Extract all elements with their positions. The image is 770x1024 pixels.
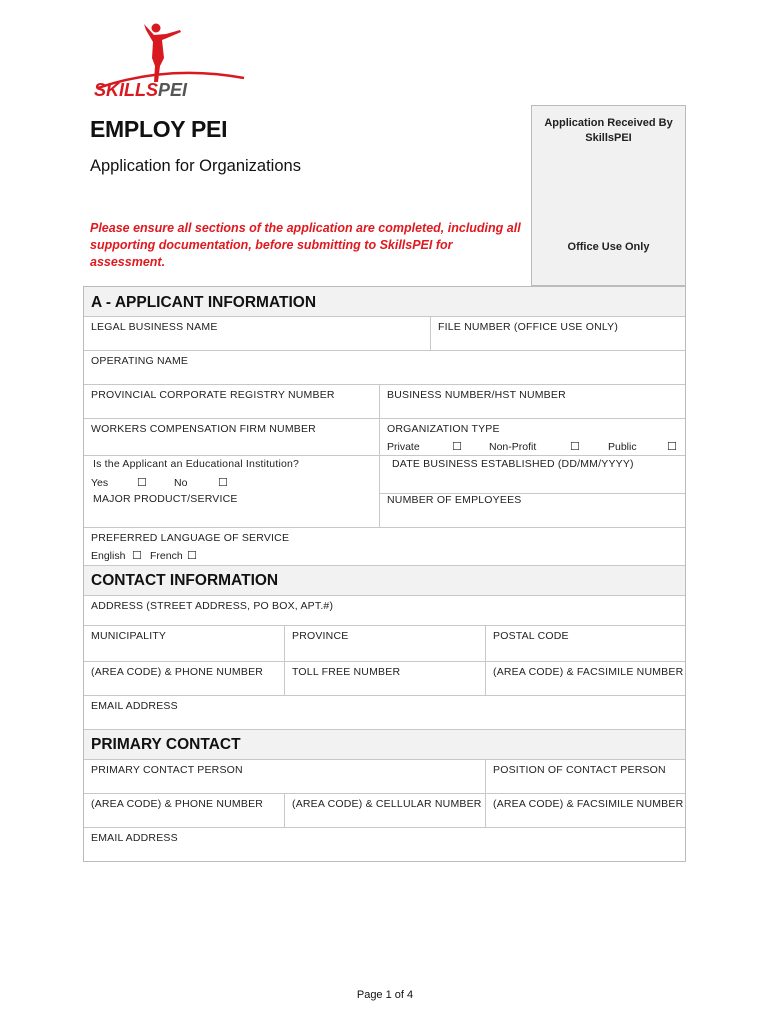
- legal-business-name-label: LEGAL BUSINESS NAME: [91, 321, 218, 333]
- lang-english-label: English: [91, 550, 126, 562]
- workers-comp-field[interactable]: [84, 419, 379, 455]
- business-number-field[interactable]: [379, 385, 685, 418]
- page-title: EMPLOY PEI: [90, 116, 228, 142]
- row-educational: [84, 455, 685, 493]
- primary-phone-field[interactable]: [84, 794, 284, 827]
- row-registry: [84, 384, 685, 418]
- edu-no-checkbox[interactable]: ☐: [218, 476, 228, 489]
- organization-type-label: ORGANIZATION TYPE: [387, 423, 500, 435]
- org-private-label: Private: [387, 441, 420, 453]
- cellular-label: (AREA CODE) & CELLULAR NUMBER: [292, 798, 482, 810]
- row-major-product: [84, 493, 685, 527]
- row-primary-person: [84, 759, 685, 793]
- municipality-label: MUNICIPALITY: [91, 630, 167, 642]
- page-subtitle: Application for Organizations: [90, 157, 301, 175]
- organization-type-field: [379, 419, 685, 455]
- row-contact-phones: [84, 661, 685, 695]
- province-label: PROVINCE: [292, 630, 349, 642]
- lang-english-checkbox[interactable]: ☐: [132, 549, 142, 562]
- contact-fax-field[interactable]: [485, 662, 685, 695]
- file-number-field[interactable]: [430, 317, 685, 350]
- row-legal-name: [84, 316, 685, 350]
- lang-french-label: French: [150, 550, 183, 562]
- legal-business-name-field[interactable]: [84, 317, 430, 350]
- office-use-box: [531, 105, 686, 286]
- postal-code-label: POSTAL CODE: [493, 630, 569, 642]
- lang-french-checkbox[interactable]: ☐: [187, 549, 197, 562]
- row-language: [84, 527, 685, 565]
- primary-phone-label: (AREA CODE) & PHONE NUMBER: [91, 798, 264, 810]
- municipality-field[interactable]: [84, 626, 284, 661]
- org-public-label: Public: [608, 441, 637, 453]
- num-employees-label: NUMBER OF EMPLOYEES: [387, 494, 522, 506]
- business-number-label: BUSINESS NUMBER/HST NUMBER: [387, 389, 566, 401]
- edu-yes-label: Yes: [91, 477, 109, 489]
- row-primary-email: [84, 827, 685, 861]
- logo-wordmark: SKILLSPEI: [94, 80, 188, 100]
- num-employees-field[interactable]: [379, 493, 685, 527]
- file-number-label: FILE NUMBER (OFFICE USE ONLY): [438, 321, 619, 333]
- section-applicant-heading: A - APPLICANT INFORMATION: [84, 287, 685, 316]
- row-workers-comp: [84, 418, 685, 455]
- contact-fax-label: (AREA CODE) & FACSIMILE NUMBER: [493, 666, 684, 678]
- edu-no-label: No: [174, 477, 188, 489]
- position-label: POSITION OF CONTACT PERSON: [493, 764, 666, 776]
- major-product-field[interactable]: [84, 493, 379, 527]
- position-field[interactable]: [485, 760, 685, 793]
- completion-notice: Please ensure all sections of the application are completed, including all supporting documentation, before submitting to SkillsPEI for assessment.: [90, 221, 521, 269]
- major-product-label: MAJOR PRODUCT/SERVICE: [93, 493, 238, 505]
- educational-field: [84, 456, 379, 493]
- office-use-label: Office Use Only: [567, 241, 650, 253]
- educational-question: Is the Applicant an Educational Institution?: [93, 458, 300, 470]
- primary-person-field[interactable]: [84, 760, 485, 793]
- primary-person-label: PRIMARY CONTACT PERSON: [91, 764, 243, 776]
- date-established-field[interactable]: [379, 456, 685, 493]
- contact-phone-label: (AREA CODE) & PHONE NUMBER: [91, 666, 264, 678]
- org-private-checkbox[interactable]: ☐: [452, 440, 462, 453]
- address-field[interactable]: [84, 596, 685, 625]
- province-field[interactable]: [284, 626, 485, 661]
- org-public-checkbox[interactable]: ☐: [667, 440, 677, 453]
- application-form: [83, 286, 686, 862]
- org-nonprofit-checkbox[interactable]: ☐: [570, 440, 580, 453]
- workers-comp-label: WORKERS COMPENSATION FIRM NUMBER: [91, 423, 316, 435]
- registry-number-label: PROVINCIAL CORPORATE REGISTRY NUMBER: [91, 389, 335, 401]
- section-primary-heading: PRIMARY CONTACT: [84, 729, 685, 759]
- row-contact-email: [84, 695, 685, 729]
- postal-code-field[interactable]: [485, 626, 685, 661]
- row-operating-name: [84, 350, 685, 384]
- contact-email-label: EMAIL ADDRESS: [91, 700, 178, 712]
- preferred-language-label: PREFERRED LANGUAGE OF SERVICE: [91, 532, 290, 544]
- skillspei-logo: [88, 18, 250, 100]
- preferred-language-field: [84, 528, 685, 565]
- section-contact-heading: CONTACT INFORMATION: [84, 565, 685, 595]
- page-number: Page 1 of 4: [356, 989, 414, 1001]
- edu-yes-checkbox[interactable]: ☐: [137, 476, 147, 489]
- logo-figure-icon: [88, 18, 250, 100]
- row-address: [84, 595, 685, 625]
- date-established-label: DATE BUSINESS ESTABLISHED (DD/MM/YYYY): [392, 458, 634, 470]
- registry-number-field[interactable]: [84, 385, 379, 418]
- address-label: ADDRESS (STREET ADDRESS, PO BOX, APT.#): [91, 600, 334, 612]
- operating-name-label: OPERATING NAME: [91, 355, 189, 367]
- primary-email-field[interactable]: [84, 828, 685, 861]
- toll-free-label: TOLL FREE NUMBER: [292, 666, 401, 678]
- toll-free-field[interactable]: [284, 662, 485, 695]
- cellular-field[interactable]: [284, 794, 485, 827]
- operating-name-field[interactable]: [84, 351, 685, 384]
- row-municipality: [84, 625, 685, 661]
- primary-fax-field[interactable]: [485, 794, 685, 827]
- contact-phone-field[interactable]: [84, 662, 284, 695]
- row-primary-phones: [84, 793, 685, 827]
- primary-email-label: EMAIL ADDRESS: [91, 832, 178, 844]
- contact-email-field[interactable]: [84, 696, 685, 729]
- org-nonprofit-label: Non-Profit: [489, 441, 537, 453]
- received-by-label: Application Received By SkillsPEI: [544, 117, 673, 144]
- primary-fax-label: (AREA CODE) & FACSIMILE NUMBER: [493, 798, 684, 810]
